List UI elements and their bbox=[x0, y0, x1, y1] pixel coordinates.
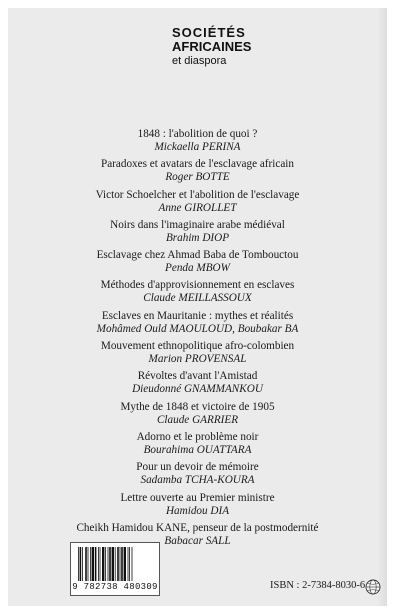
article-author: Penda MBOW bbox=[165, 262, 230, 275]
article-author: Hamidou DIA bbox=[165, 504, 230, 517]
article-title: Méthodes d'approvisionnement en esclaves bbox=[100, 279, 295, 292]
article-author: Brahim DIOP bbox=[165, 231, 230, 244]
article-title: Esclavage chez Ahmad Baba de Tombouctou bbox=[96, 249, 299, 262]
article-author: Babacar SALL bbox=[164, 534, 231, 547]
toc-entry bbox=[8, 310, 387, 336]
article-author: Claude MEILLASSOUX bbox=[143, 292, 252, 305]
back-cover bbox=[8, 8, 387, 606]
toc-entry bbox=[8, 158, 387, 184]
table-of-contents bbox=[8, 128, 387, 552]
article-title: Lettre ouverte au Premier ministre bbox=[120, 491, 275, 504]
series-logo bbox=[172, 26, 251, 67]
article-title: Victor Schoelcher et l'abolition de l'esclavage bbox=[95, 188, 300, 201]
series-logo-line-3: et diaspora bbox=[172, 55, 227, 67]
barcode-bars bbox=[77, 547, 153, 581]
series-logo-line-2: AFRICAINES bbox=[172, 39, 252, 54]
toc-entry bbox=[8, 492, 387, 518]
article-title: Pour un devoir de mémoire bbox=[136, 461, 259, 474]
toc-entry bbox=[8, 249, 387, 275]
article-title: Paradoxes et avatars de l'esclavage africain bbox=[100, 158, 295, 171]
article-title: Noirs dans l'imaginaire arabe médiéval bbox=[110, 218, 285, 231]
article-author: Sadamba TCHA-KOURA bbox=[140, 474, 255, 487]
article-title: Mouvement ethnopolitique afro-colombien bbox=[100, 340, 295, 353]
article-author: Bourahima OUATTARA bbox=[143, 443, 252, 456]
toc-entry bbox=[8, 128, 387, 154]
article-author: Claude GARRIER bbox=[156, 413, 239, 426]
article-title: Cheikh Hamidou KANE, penseur de la postmodernité bbox=[76, 521, 319, 534]
toc-entry bbox=[8, 340, 387, 366]
article-title: 1848 : l'abolition de quoi ? bbox=[137, 128, 258, 140]
article-author: Anne GIROLLET bbox=[158, 201, 237, 214]
article-author: Mickaella PERINA bbox=[154, 141, 241, 153]
toc-entry bbox=[8, 219, 387, 245]
toc-entry bbox=[8, 401, 387, 427]
toc-entry bbox=[8, 279, 387, 305]
article-title: Révoltes d'avant l'Amistad bbox=[137, 370, 258, 383]
toc-entry bbox=[8, 431, 387, 457]
globe-icon bbox=[365, 579, 381, 595]
toc-entry bbox=[8, 522, 387, 548]
barcode-number: 9 782738 480309 bbox=[72, 582, 158, 592]
article-title: Esclaves en Mauritanie : mythes et réalités bbox=[101, 309, 294, 322]
series-logo-line-1: SOCIÉTÉS bbox=[172, 25, 246, 40]
article-author: Marion PROVENSAL bbox=[148, 353, 247, 366]
barcode bbox=[70, 542, 160, 596]
isbn-label: ISBN : 2-7384-8030-6 bbox=[270, 580, 366, 591]
toc-entry bbox=[8, 189, 387, 215]
toc-entry bbox=[8, 370, 387, 396]
article-title: Mythe de 1848 et victoire de 1905 bbox=[120, 400, 275, 413]
article-title: Adorno et le problème noir bbox=[136, 430, 259, 443]
article-author: Roger BOTTE bbox=[165, 171, 230, 184]
article-author: Dieudonné GNAMMANKOU bbox=[132, 383, 263, 396]
toc-entry bbox=[8, 461, 387, 487]
article-author: Mohâmed Ould MAOULOUD, Boubakar BA bbox=[96, 322, 299, 335]
